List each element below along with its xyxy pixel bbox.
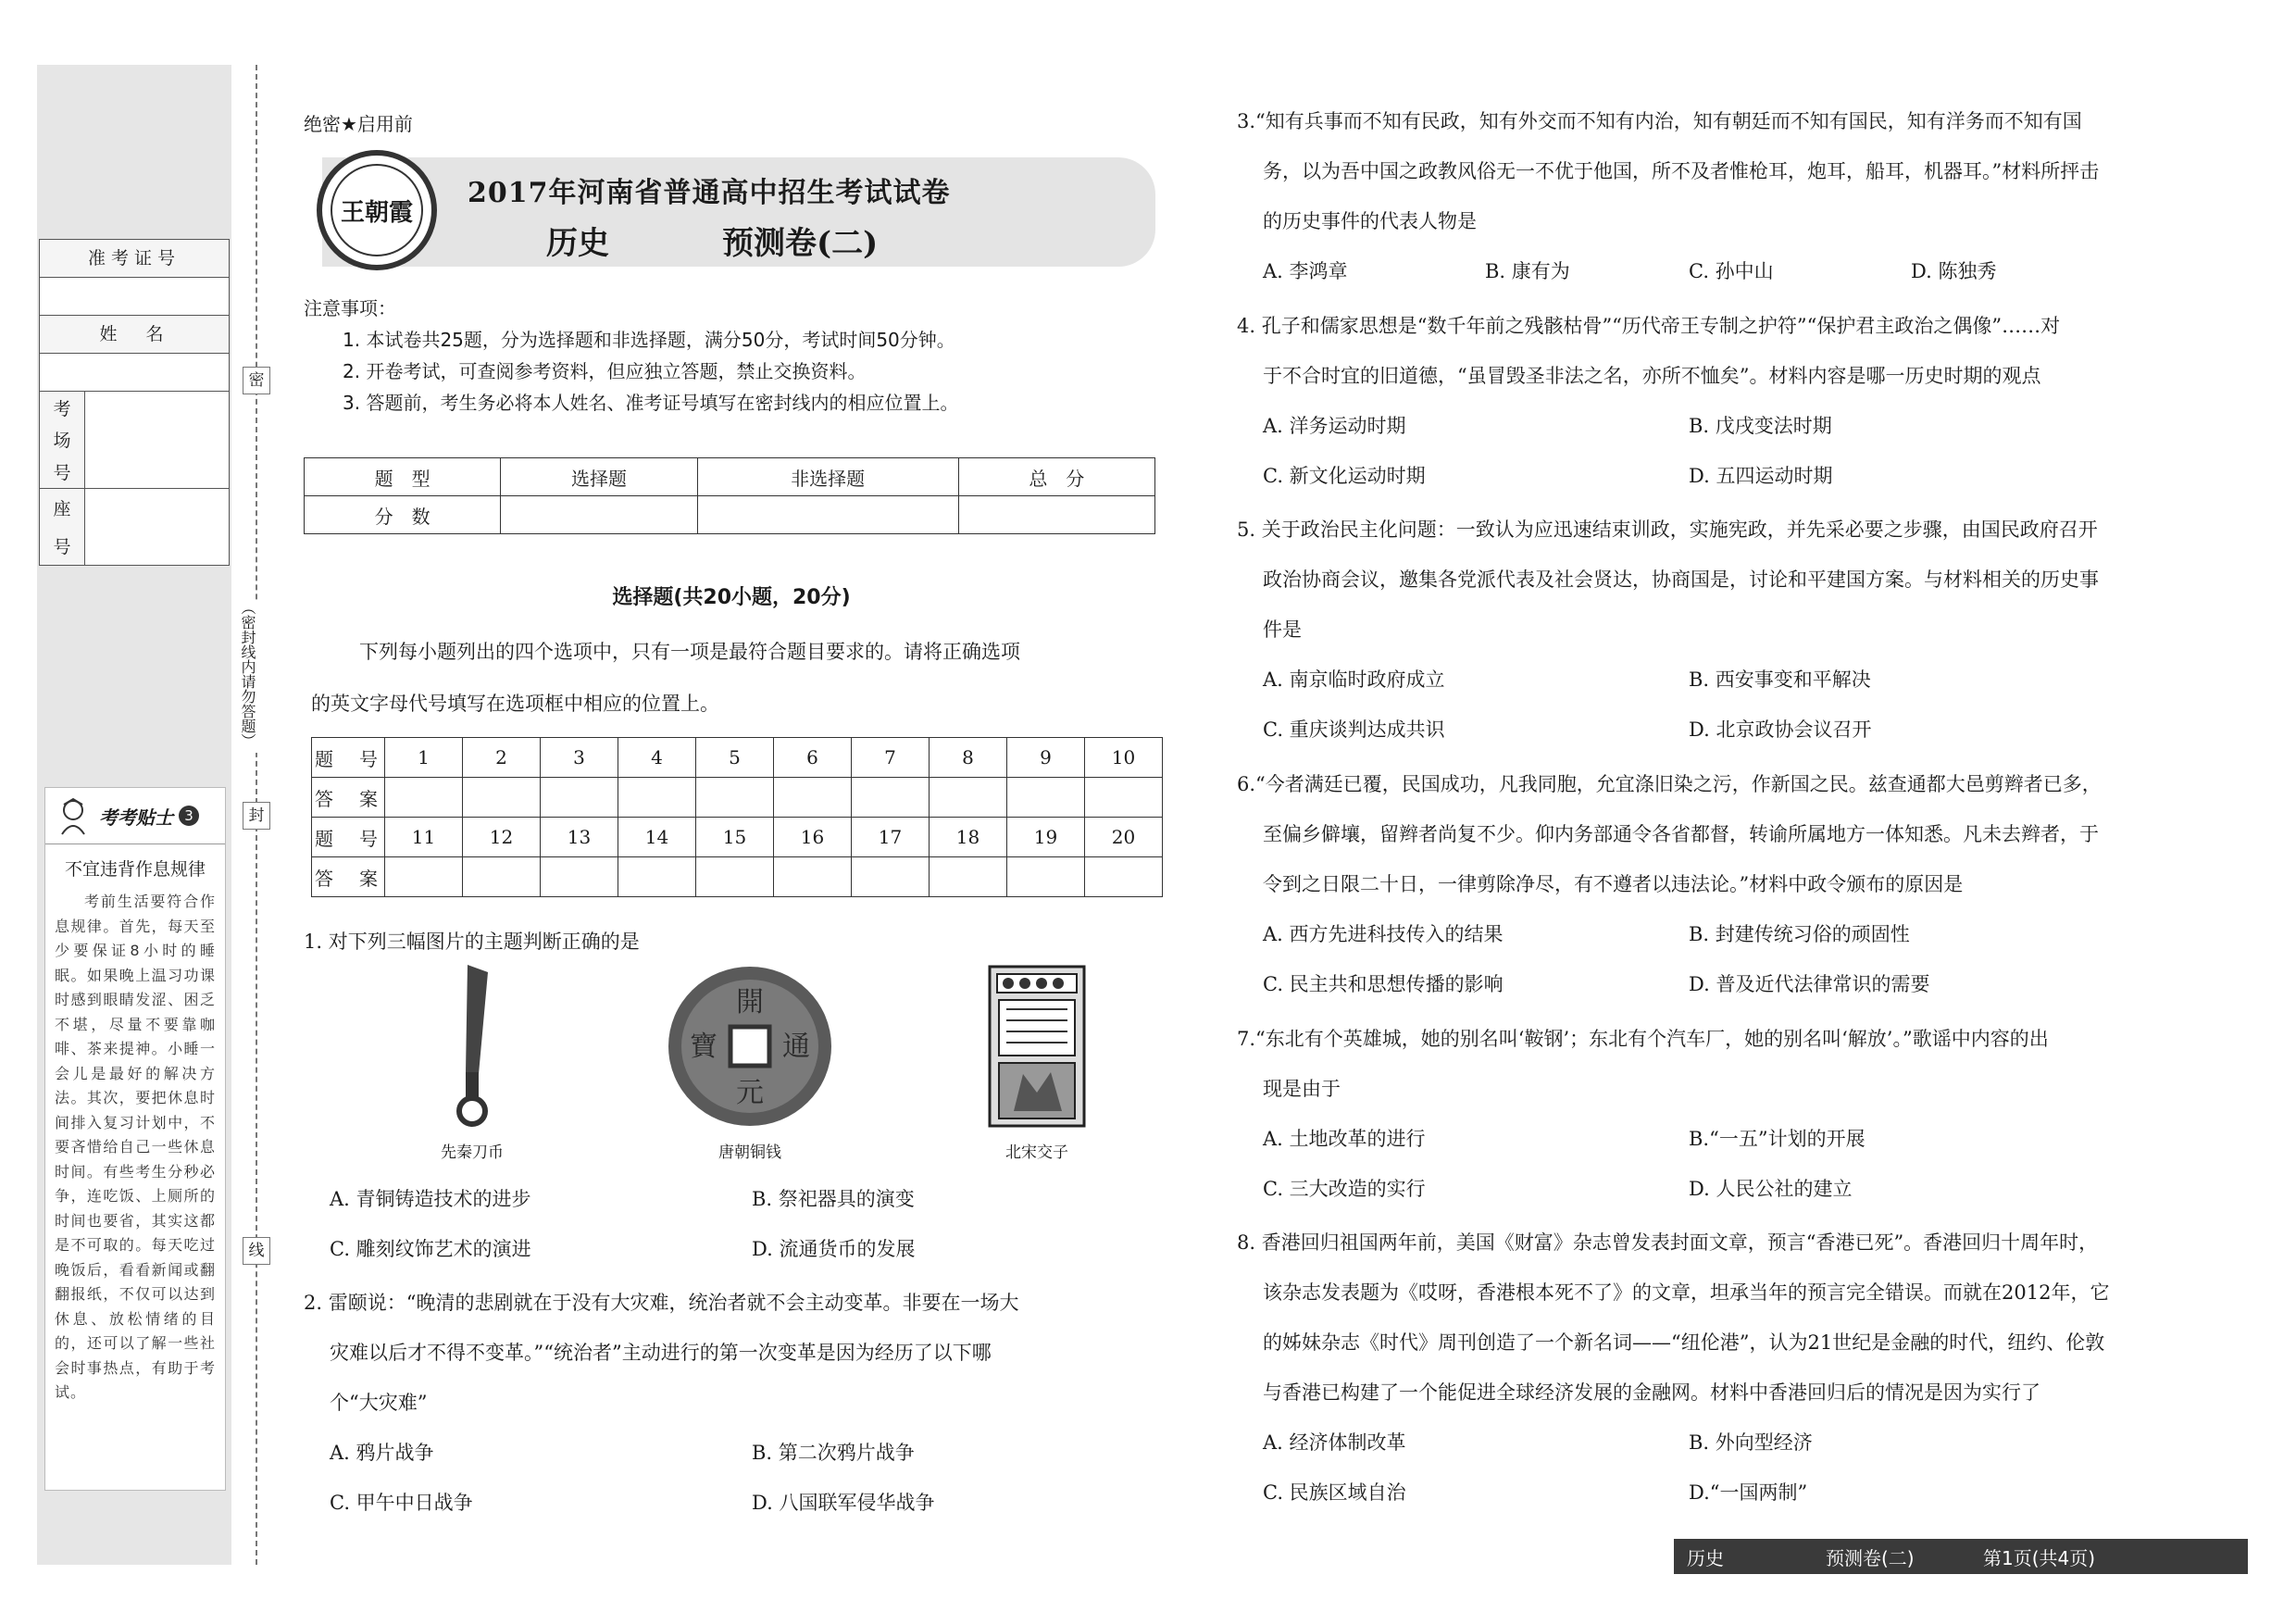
question-number: 9 xyxy=(1007,738,1085,778)
option-d[interactable]: D.“一国两制” xyxy=(1689,1481,1808,1504)
option-c[interactable]: C. 孙中山 xyxy=(1689,260,1774,282)
logo-text: 王朝霞 xyxy=(340,198,413,227)
question-stem-line: 于不合时宜的旧道德，“虽冒毁圣非法之名，亦所不恤矣”。材料内容是哪一历史时期的观点 xyxy=(1263,365,2041,387)
question-number: 7 xyxy=(852,738,930,778)
question-1-options xyxy=(330,1174,1144,1274)
question-number: 11 xyxy=(385,818,463,857)
option-c[interactable]: C. 雕刻纹饰艺术的演进 xyxy=(330,1238,531,1260)
seal-char-feng: 封 xyxy=(243,802,270,830)
tip-title: 考考贴士 xyxy=(99,806,173,829)
question-number: 14 xyxy=(618,818,696,857)
option-b[interactable]: B.“一五”计划的开展 xyxy=(1689,1128,1866,1150)
candidate-info-box xyxy=(39,239,230,566)
student-mascot-icon xyxy=(53,795,94,836)
question-7 xyxy=(1237,1014,2255,1214)
question-number: 1 xyxy=(385,738,463,778)
option-a[interactable]: A. 西方先进科技传入的结果 xyxy=(1263,923,1504,945)
question-number: 6 xyxy=(774,738,852,778)
exam-number-label: 准考证号 xyxy=(40,240,229,278)
question-number: 19 xyxy=(1007,818,1085,857)
option-b[interactable]: B. 戊戌变法时期 xyxy=(1689,415,1832,437)
option-a[interactable]: A. 青铜铸造技术的进步 xyxy=(330,1188,531,1210)
option-b[interactable]: B. 外向型经济 xyxy=(1689,1431,1813,1454)
score-header: 总 分 xyxy=(958,458,1154,496)
exam-tip-box xyxy=(44,787,226,1491)
answer-cell[interactable] xyxy=(696,778,774,818)
question-stem-line: 个“大灾难” xyxy=(330,1392,428,1414)
figure-knife-coin xyxy=(407,963,537,1162)
answer-table xyxy=(311,737,1163,897)
answer-cell[interactable] xyxy=(774,778,852,818)
svg-text:寶: 寶 xyxy=(690,1031,718,1063)
figure-tang-coin xyxy=(648,963,852,1162)
question-stem-line: 件是 xyxy=(1263,619,1302,641)
section-instructions: 下列每小题列出的四个选项中，只有一项是最符合题目要求的。请将正确选项 的英文字母代号填写在选项框中相应的位置上。 xyxy=(311,641,1020,715)
tip-number-badge: 3 xyxy=(179,806,199,826)
option-d[interactable]: D. 陈独秀 xyxy=(1911,260,1997,282)
option-d[interactable]: D. 八国联军侵华战争 xyxy=(752,1492,935,1514)
answer-cell[interactable] xyxy=(618,778,696,818)
answer-cell[interactable] xyxy=(541,857,618,897)
svg-text:元: 元 xyxy=(736,1077,764,1109)
answer-cell[interactable] xyxy=(385,857,463,897)
question-6 xyxy=(1237,759,2255,1009)
question-number: 15 xyxy=(696,818,774,857)
section-title: 选择题(共20小题，20分) xyxy=(612,586,851,609)
question-8 xyxy=(1237,1218,2255,1518)
name-field[interactable] xyxy=(40,354,229,392)
answer-cell[interactable] xyxy=(385,778,463,818)
question-stem-line: 政治协商会议，邀集各党派代表及社会贤达，协商国是，讨论和平建国方案。与材料相关的历史事 xyxy=(1263,569,2099,591)
paper-title: 预测卷(二) xyxy=(722,225,879,262)
publisher-logo xyxy=(317,150,437,270)
answer-num-label: 题 号 xyxy=(312,738,385,778)
option-c[interactable]: C. 重庆谈判达成共识 xyxy=(1263,719,1445,741)
option-d[interactable]: D. 流通货币的发展 xyxy=(752,1238,916,1260)
question-stem-line: 2. 雷颐说：“晚清的悲剧就在于没有大灾难，统治者就不会主动变革。非要在一场大 xyxy=(304,1292,1019,1314)
answer-cell[interactable] xyxy=(463,857,541,897)
answer-label: 答 案 xyxy=(312,778,385,818)
answer-cell[interactable] xyxy=(618,857,696,897)
question-stem-line: 的姊妹杂志《时代》周刊创造了一个新名词——“纽伦港”，认为21世纪是金融的时代，纽约、伦敦 xyxy=(1263,1331,2105,1354)
exam-room-field[interactable] xyxy=(85,392,229,488)
tip-heading: 不宜违背作息规律 xyxy=(64,859,206,880)
question-stem-line: 5. 关于政治民主化问题：一致认为应迅速结束训政，实施宪政，并先采必要之步骤，由国民政府召开 xyxy=(1237,519,2098,541)
jiaozi-note-image xyxy=(986,963,1088,1130)
answer-label: 答 案 xyxy=(312,857,385,897)
question-number: 13 xyxy=(541,818,618,857)
answer-cell[interactable] xyxy=(1085,857,1163,897)
question-number: 18 xyxy=(930,818,1007,857)
option-a[interactable]: A. 南京临时政府成立 xyxy=(1263,669,1445,691)
option-a[interactable]: A. 经济体制改革 xyxy=(1263,1431,1406,1454)
notice-section xyxy=(304,293,958,419)
question-number: 4 xyxy=(618,738,696,778)
notice-item: 1. 本试卷共25题，分为选择题和非选择题，满分50分，考试时间50分钟。 xyxy=(343,329,955,351)
seal-char-xian: 线 xyxy=(243,1237,270,1265)
answer-cell[interactable] xyxy=(852,857,930,897)
tip-header xyxy=(45,788,225,844)
subject-title: 历史 xyxy=(546,225,609,262)
option-b[interactable]: B. 祭祀器具的演变 xyxy=(752,1188,915,1210)
option-c[interactable]: C. 民族区域自治 xyxy=(1263,1481,1406,1504)
option-d[interactable]: D. 普及近代法律常识的需要 xyxy=(1689,973,1930,995)
exam-number-field[interactable] xyxy=(40,278,229,316)
question-stem-line: 与香港已构建了一个能促进全球经济发展的金融网。材料中香港回归后的情况是因为实行了 xyxy=(1263,1381,2040,1404)
option-b[interactable]: B. 第二次鸦片战争 xyxy=(752,1442,915,1464)
question-number: 2 xyxy=(463,738,541,778)
seal-note: （密封线内请勿答题） xyxy=(234,600,260,753)
answer-cell[interactable] xyxy=(1085,778,1163,818)
question-number: 8 xyxy=(930,738,1007,778)
option-b[interactable]: B. 西安事变和平解决 xyxy=(1689,669,1871,691)
footer-page-number: 第1页(共4页) xyxy=(1983,1546,2096,1569)
seat-number-field[interactable] xyxy=(85,489,229,565)
answer-cell[interactable] xyxy=(1007,857,1085,897)
option-a[interactable]: A. 洋务运动时期 xyxy=(1263,415,1406,437)
score-cell[interactable] xyxy=(697,496,958,534)
option-d[interactable]: D. 北京政协会议召开 xyxy=(1689,719,1872,741)
question-stem-line: 3.“知有兵事而不知有民政，知有外交而不知有内治，知有朝廷而不知有国民，知有洋务而不知有国 xyxy=(1237,110,2082,132)
question-1 xyxy=(304,917,640,967)
option-c[interactable]: C. 新文化运动时期 xyxy=(1263,465,1426,487)
footer-paper: 预测卷(二) xyxy=(1826,1546,1915,1569)
answer-cell[interactable] xyxy=(930,778,1007,818)
option-d[interactable]: D. 五四运动时期 xyxy=(1689,465,1833,487)
option-a[interactable]: A. 鸦片战争 xyxy=(330,1442,434,1464)
question-stem-line: 务，以为吾中国之政教风俗无一不优于他国，所不及者惟枪耳，炮耳，船耳，机器耳。”材料所抨击 xyxy=(1263,160,2100,182)
figure-caption: 唐朝铜钱 xyxy=(718,1143,781,1162)
question-number: 10 xyxy=(1085,738,1163,778)
question-3 xyxy=(1237,96,2255,296)
question-stem-line: 6.“今者满廷已覆，民国成功，凡我同胞，允宜涤旧染之污，作新国之民。兹查通都大邑剪辫者已多， xyxy=(1237,773,2102,795)
figure-jiaozi xyxy=(972,963,1102,1162)
score-header: 题 型 xyxy=(305,458,501,496)
figure-caption: 北宋交子 xyxy=(1005,1143,1068,1162)
footer-subject: 历史 xyxy=(1687,1546,1724,1569)
tang-coin-image xyxy=(662,963,838,1130)
figure-caption: 先秦刀币 xyxy=(441,1143,504,1162)
question-stem-line: 7.“东北有个英雄城，她的别名叫‘鞍钢’；东北有个汽车厂，她的别名叫‘解放’。”歌谣中内容的出 xyxy=(1237,1028,2049,1050)
question-number: 17 xyxy=(852,818,930,857)
score-row-label: 分 数 xyxy=(305,496,501,534)
page-footer xyxy=(1674,1539,2248,1574)
option-d[interactable]: D. 人民公社的建立 xyxy=(1689,1178,1853,1200)
question-number: 3 xyxy=(541,738,618,778)
question-stem-line: 令到之日限二十日，一律剪除净尽，有不遵者以违法论。”材料中政令颁布的原因是 xyxy=(1263,873,1964,895)
answer-cell[interactable] xyxy=(541,778,618,818)
name-label: 姓 名 xyxy=(40,316,229,354)
score-table xyxy=(304,457,1155,534)
answer-cell[interactable] xyxy=(930,857,1007,897)
notice-item: 3. 答题前，考生务必将本人姓名、准考证号填写在密封线内的相应位置上。 xyxy=(343,392,959,414)
question-stem-line: 灾难以后才不得不变革。”“统治者”主动进行的第一次变革是因为经历了以下哪 xyxy=(330,1342,992,1364)
answer-num-label: 题 号 xyxy=(312,818,385,857)
option-a[interactable]: A. 土地改革的进行 xyxy=(1263,1128,1426,1150)
question-stem: 1. 对下列三幅图片的主题判断正确的是 xyxy=(304,931,640,953)
question-stem-line: 4. 孔子和儒家思想是“数千年前之残骸枯骨”“历代帝王专制之护符”“保护君主政治之偶像”……对 xyxy=(1237,315,2061,337)
notice-item: 2. 开卷考试，可查阅参考资料，但应独立答题，禁止交换资料。 xyxy=(343,360,867,382)
question-stem-line: 至偏乡僻壤，留辫者尚复不少。仰内务部通令各省都督，转谕所属地方一体知悉。凡未去辫者，于 xyxy=(1263,823,2099,845)
option-b[interactable]: B. 康有为 xyxy=(1485,260,1570,282)
score-header: 选择题 xyxy=(501,458,697,496)
question-2 xyxy=(304,1278,1155,1528)
answer-cell[interactable] xyxy=(696,857,774,897)
question-4 xyxy=(1237,301,2255,501)
question-stem-line: 该杂志发表题为《哎呀，香港根本死不了》的文章，坦承当年的预言完全错误。而就在2012年，它 xyxy=(1263,1281,2110,1304)
score-cell[interactable] xyxy=(501,496,697,534)
option-c[interactable]: C. 民主共和思想传播的影响 xyxy=(1263,973,1504,995)
exam-title: 2017年河南省普通高中招生考试试卷 xyxy=(468,177,951,209)
question-stem-line: 8. 香港回归祖国两年前，美国《财富》杂志曾发表封面文章，预言“香港已死”。香港回归十周年时， xyxy=(1237,1231,2099,1254)
confidential-mark: 绝密★启用前 xyxy=(304,113,413,135)
score-header: 非选择题 xyxy=(697,458,958,496)
question-number: 12 xyxy=(463,818,541,857)
notice-title: 注意事项： xyxy=(304,297,396,319)
option-c[interactable]: C. 三大改造的实行 xyxy=(1263,1178,1426,1200)
question-stem-line: 的历史事件的代表人物是 xyxy=(1263,210,1477,232)
option-c[interactable]: C. 甲午中日战争 xyxy=(330,1492,473,1514)
score-cell[interactable] xyxy=(958,496,1154,534)
exam-room-label: 考 场 号 xyxy=(40,392,85,488)
question-number: 20 xyxy=(1085,818,1163,857)
svg-text:開: 開 xyxy=(736,986,764,1018)
svg-text:通: 通 xyxy=(782,1031,810,1063)
answer-cell[interactable] xyxy=(774,857,852,897)
knife-coin-image xyxy=(430,963,514,1130)
question-number: 16 xyxy=(774,818,852,857)
option-b[interactable]: B. 封建传统习俗的顽固性 xyxy=(1689,923,1910,945)
answer-cell[interactable] xyxy=(463,778,541,818)
question-stem-line: 现是由于 xyxy=(1263,1078,1341,1100)
seal-char-mi: 密 xyxy=(243,367,270,394)
answer-cell[interactable] xyxy=(1007,778,1085,818)
question-number: 5 xyxy=(696,738,774,778)
option-a[interactable]: A. 李鸿章 xyxy=(1263,260,1348,282)
answer-cell[interactable] xyxy=(852,778,930,818)
seat-number-label: 座 号 xyxy=(40,489,85,565)
tip-text: 考前生活要符合作息规律。首先，每天至少要保证8小时的睡眠。如果晚上温习功课时感到眼睛发涩、困乏不堪，尽量不要靠咖啡、茶来提神。小睡一会儿是最好的解决方法。其次，要把休息时间排入复习计划中，不要吝惜给自己一些休息时间。有些考生分秒必争，连吃饭、上厕所的时间也要省，其实这都是不可取的。每天吃过晚饭后，看看新闻或翻翻报纸，不仅可以达到休息、放松情绪的目的，还可以了解一些社会时事热点，有助于考试。 xyxy=(55,893,216,1401)
question-5 xyxy=(1237,505,2255,755)
